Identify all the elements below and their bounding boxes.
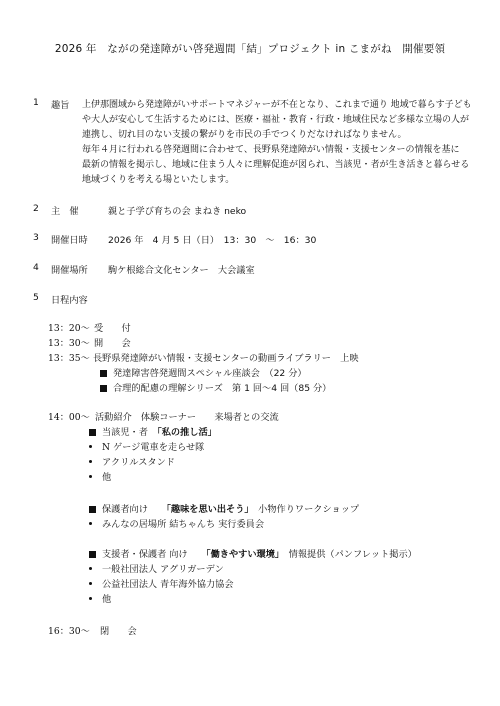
dot-bullet-icon	[89, 567, 92, 570]
schedule-time: 14：00～	[48, 412, 90, 423]
section-4-label: 開催場所	[51, 265, 88, 276]
list-item: 公益社団法人 青年海外協力協会	[89, 576, 234, 590]
purpose-line-5: 最新の情報を掲示し、地域に住まう人々に理解促進が図られ、当該児・者が生き活きと暮らせる	[82, 160, 470, 170]
purpose-line-6: 地域づくりを考える場といたします。	[82, 175, 235, 185]
dot-bullet-icon	[89, 582, 92, 585]
activity-group-heading: 保護者向け 「趣味を思い出そう」 小物作りワークショップ	[89, 501, 359, 515]
section-5-number: 5	[33, 292, 39, 303]
activity-group-heading: 支援者・保護者 向け 「働きやすい環境」 情報提供（パンフレット掲示）	[89, 546, 417, 560]
schedule-time: 13：30～	[48, 338, 90, 349]
schedule-time: 16：30～	[48, 626, 90, 637]
schedule-item: 閉 会	[100, 626, 137, 637]
section-4-number: 4	[33, 262, 39, 273]
dot-bullet-icon	[89, 522, 92, 525]
square-bullet-icon	[100, 370, 107, 377]
purpose-line-4: 毎年４月に行われる啓発週間に合わせて、長野県発達障がい情報・支援センターの情報を基に	[82, 145, 460, 155]
list-item: アクリルスタンド	[89, 454, 175, 468]
purpose-line-2: や大人が安心して生活するためには、医療・福祉・教育・行政・地域住民など多様な立場の人が	[82, 115, 470, 125]
section-2-label: 主 催	[51, 206, 79, 217]
activity-highlight: 「私の推し活」	[157, 427, 217, 438]
purpose-line-1: 上伊那圏域から発達障がいサポートマネジャーが不在となり、これまで通り 地域で暮らす子ども	[82, 100, 472, 110]
list-item: 発達障害啓発週間スペシャル座談会 （22 分）	[100, 365, 307, 379]
section-5-label: 日程内容	[51, 295, 88, 306]
dot-bullet-icon	[89, 475, 92, 478]
document-title: 2026 年 ながの発達障がい啓発週間「結」プロジェクト in こまがね 開催要領	[54, 43, 446, 55]
section-1-label: 趣旨	[51, 100, 70, 111]
activity-group-heading: 当該児・者 「私の推し活」	[89, 424, 217, 438]
section-1-number: 1	[33, 97, 39, 108]
list-item: 一般社団法人 アグリガーデン	[89, 561, 224, 575]
section-3-number: 3	[33, 232, 39, 243]
schedule-time: 13：35～	[48, 353, 90, 364]
list-item: みんなの居場所 結ちゃんち 実行委員会	[89, 516, 264, 530]
activity-highlight: 「働きやすい環境」	[205, 549, 280, 560]
organizer-value: 親と子学び育ちの会 まねき neko	[108, 206, 247, 217]
square-bullet-icon	[89, 551, 96, 558]
section-3-label: 開催日時	[51, 235, 88, 246]
list-item: 他	[89, 469, 111, 483]
list-item: 合理的配慮の理解シリーズ 第 1 回～4 回（85 分）	[100, 380, 331, 394]
activity-highlight: 「趣味を思い出そう」	[166, 504, 249, 515]
purpose-line-3: 連携し、切れ目のない支援の繋がりを市民の手でつくりだなければなりません。	[82, 130, 407, 140]
square-bullet-icon	[89, 506, 96, 513]
schedule-item: 受 付	[94, 323, 131, 334]
venue-value: 駒ケ根総合文化センター 大会議室	[108, 265, 255, 276]
dot-bullet-icon	[89, 597, 92, 600]
schedule-time: 13：20～	[48, 323, 90, 334]
section-2-number: 2	[33, 203, 39, 214]
square-bullet-icon	[100, 385, 107, 392]
list-item: 他	[89, 591, 111, 605]
dot-bullet-icon	[89, 460, 92, 463]
schedule-item: 活動紹介 体験コーナー 来場者との交流	[95, 412, 279, 423]
schedule-item: 長野県発達障がい情報・支援センターの動画ライブラリー 上映	[93, 353, 359, 364]
schedule-item: 開 会	[94, 338, 131, 349]
list-item: N ゲージ電車を走らせ隊	[89, 439, 204, 453]
dot-bullet-icon	[89, 445, 92, 448]
datetime-value: 2026 年 4 月 5 日（日） 13：30 ～ 16：30	[108, 235, 317, 246]
square-bullet-icon	[89, 429, 96, 436]
